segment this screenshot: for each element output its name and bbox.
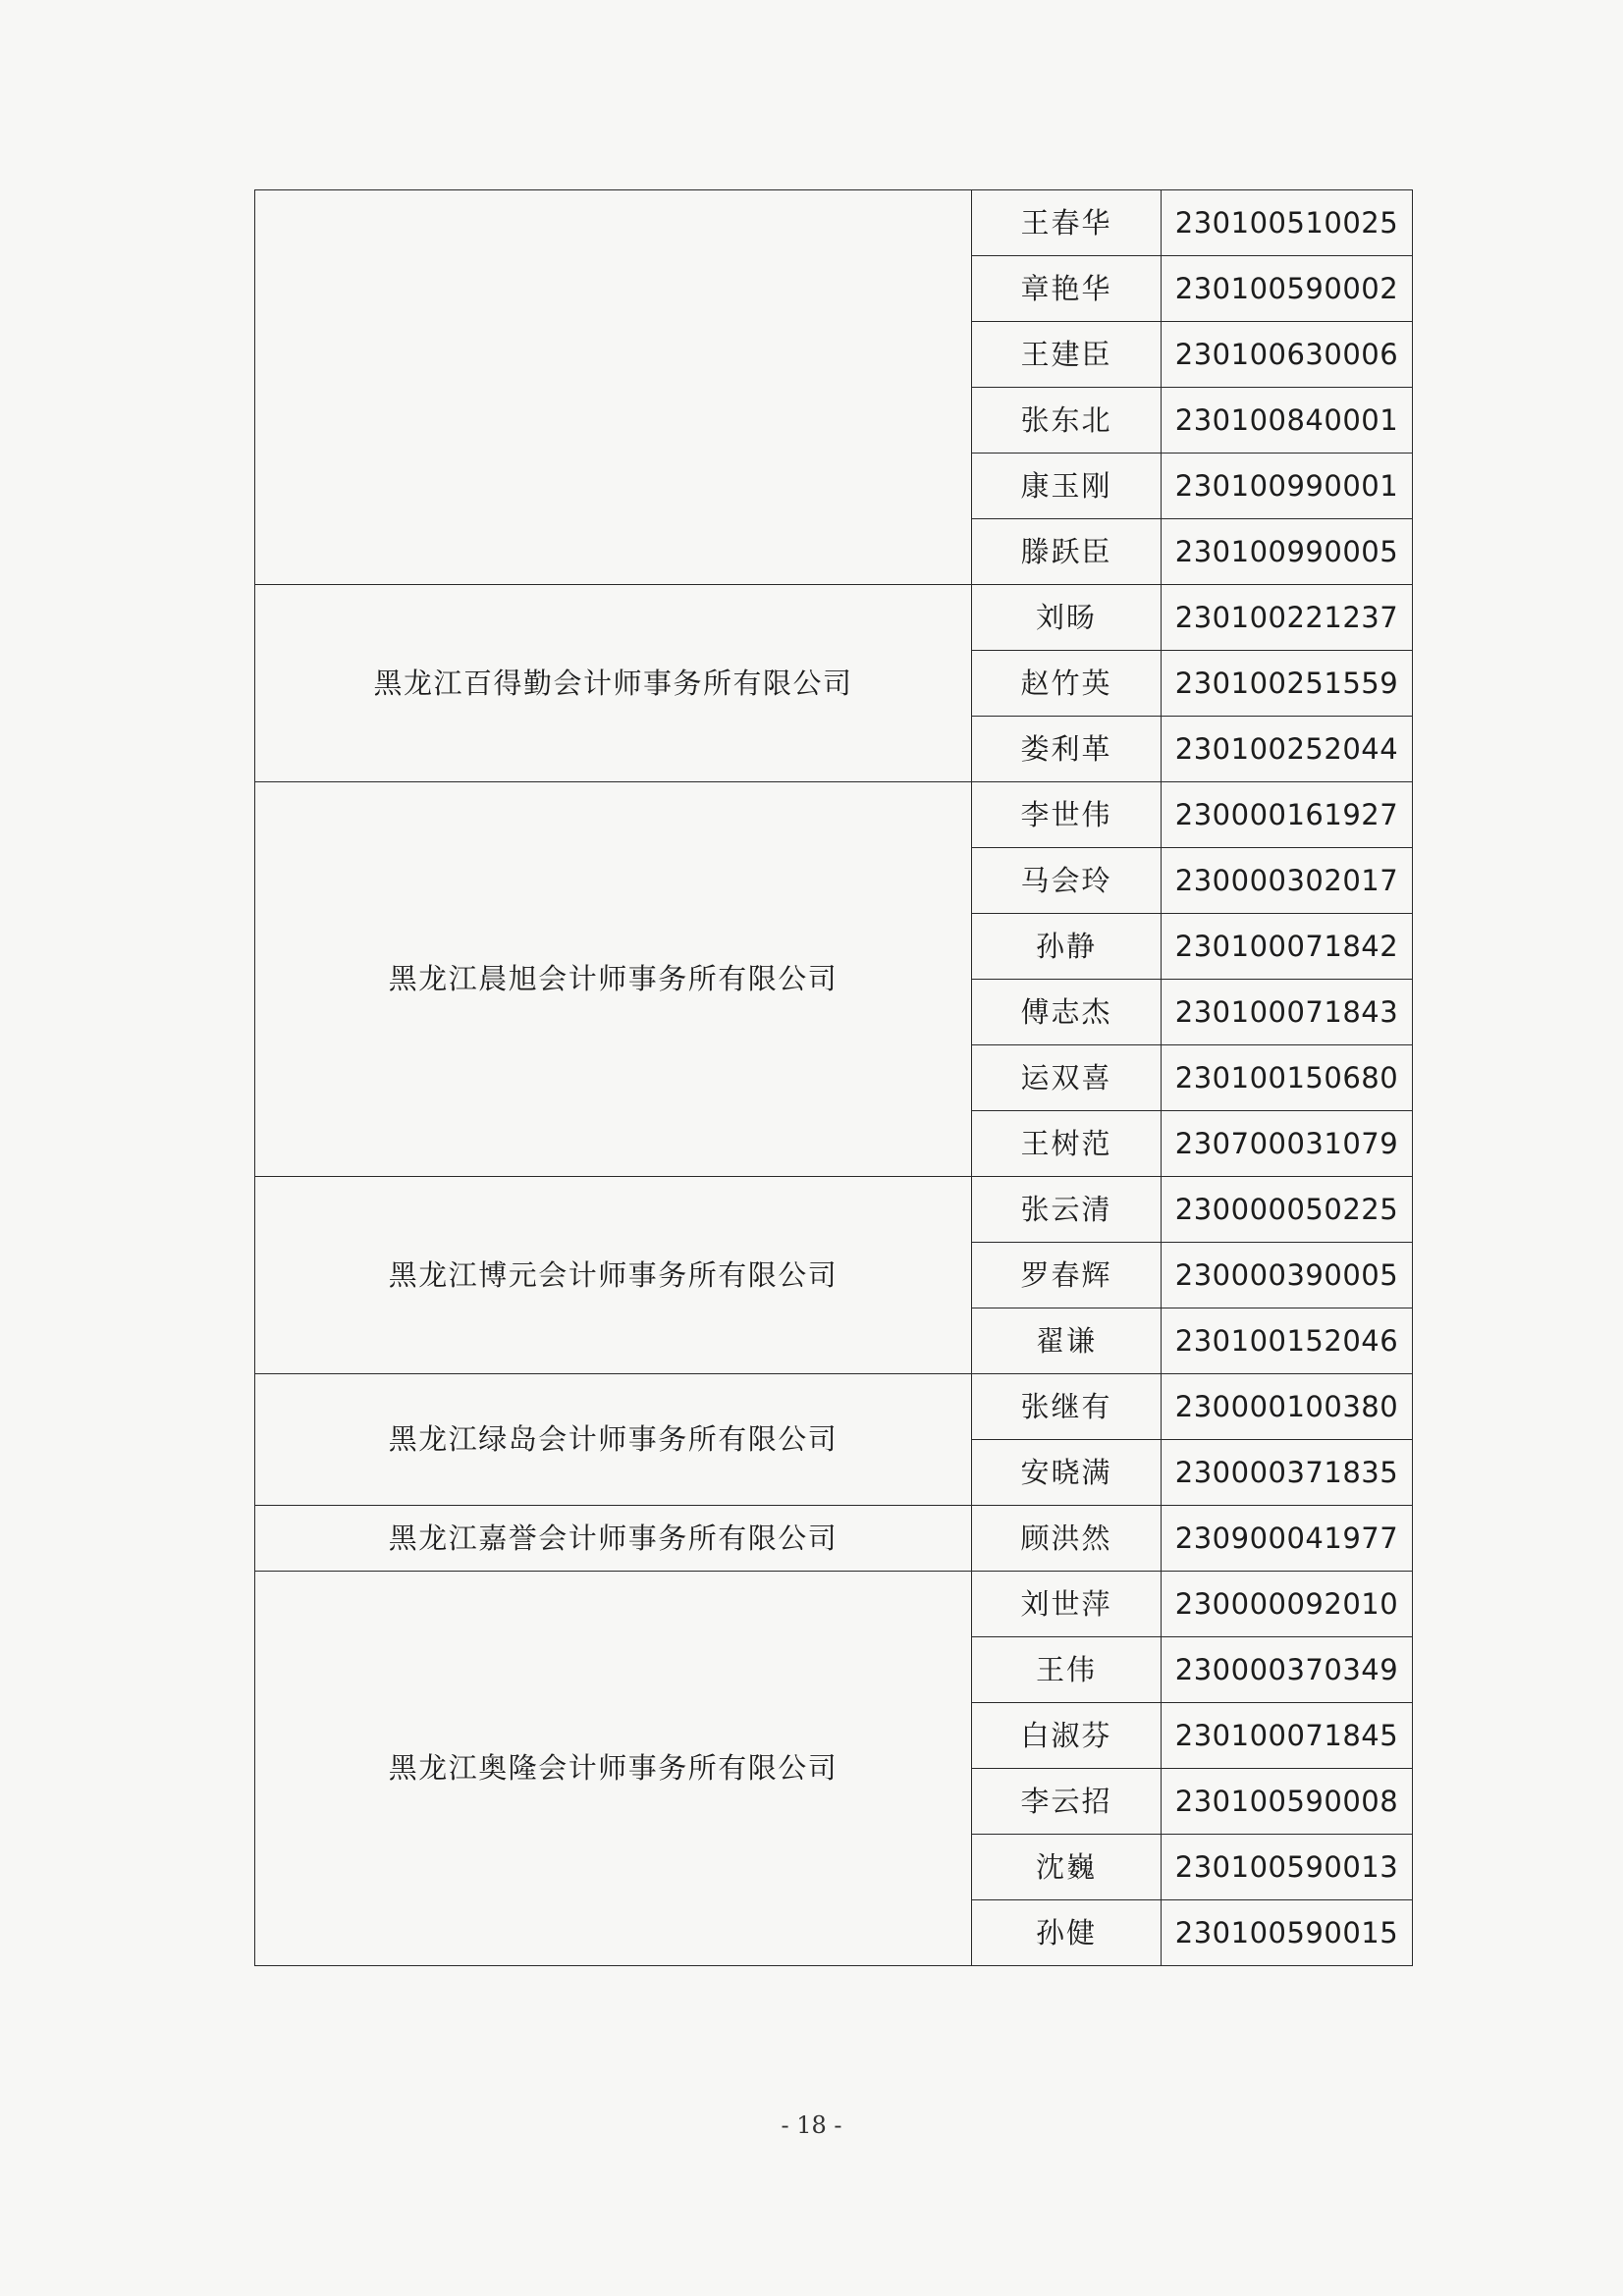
cpa-name-cell: 滕跃臣 (972, 519, 1162, 585)
cpa-name-cell: 王伟 (972, 1637, 1162, 1703)
firm-name-cell: 黑龙江博元会计师事务所有限公司 (255, 1177, 972, 1374)
cpa-certificate-number-cell: 230100071842 (1162, 914, 1413, 980)
page-number: - 18 - (781, 2111, 842, 2139)
cpa-name-cell: 马会玲 (972, 848, 1162, 914)
cpa-name-cell: 沈巍 (972, 1835, 1162, 1900)
cpa-certificate-number-cell: 230000050225 (1162, 1177, 1413, 1243)
cpa-roster-table (254, 189, 1413, 1966)
cpa-name-cell: 刘旸 (972, 585, 1162, 651)
cpa-certificate-number-cell: 230100251559 (1162, 651, 1413, 717)
firm-name-cell: 黑龙江晨旭会计师事务所有限公司 (255, 782, 972, 1177)
cpa-certificate-number-cell: 230100510025 (1162, 190, 1413, 256)
firm-name-cell: 黑龙江百得勤会计师事务所有限公司 (255, 585, 972, 782)
cpa-certificate-number-cell: 230900041977 (1162, 1506, 1413, 1572)
cpa-name-cell: 孙健 (972, 1900, 1162, 1966)
cpa-certificate-number-cell: 230100590013 (1162, 1835, 1413, 1900)
cpa-certificate-number-cell: 230100252044 (1162, 717, 1413, 782)
cpa-certificate-number-cell: 230100840001 (1162, 388, 1413, 454)
cpa-certificate-number-cell: 230100630006 (1162, 322, 1413, 388)
cpa-certificate-number-cell: 230000371835 (1162, 1440, 1413, 1506)
cpa-certificate-number-cell: 230100071845 (1162, 1703, 1413, 1769)
table-row (255, 1374, 1413, 1440)
cpa-name-cell: 李云招 (972, 1769, 1162, 1835)
cpa-name-cell: 白淑芬 (972, 1703, 1162, 1769)
cpa-name-cell: 罗春辉 (972, 1243, 1162, 1308)
cpa-certificate-number-cell: 230000161927 (1162, 782, 1413, 848)
cpa-certificate-number-cell: 230100990005 (1162, 519, 1413, 585)
cpa-roster-body (255, 190, 1413, 1966)
cpa-certificate-number-cell: 230100990001 (1162, 454, 1413, 519)
firm-name-cell: 黑龙江嘉誉会计师事务所有限公司 (255, 1506, 972, 1572)
cpa-certificate-number-cell: 230100071843 (1162, 980, 1413, 1045)
cpa-name-cell: 赵竹英 (972, 651, 1162, 717)
cpa-certificate-number-cell: 230000390005 (1162, 1243, 1413, 1308)
table-row (255, 782, 1413, 848)
cpa-name-cell: 顾洪然 (972, 1506, 1162, 1572)
cpa-name-cell: 王树范 (972, 1111, 1162, 1177)
cpa-name-cell: 运双喜 (972, 1045, 1162, 1111)
cpa-certificate-number-cell: 230000100380 (1162, 1374, 1413, 1440)
cpa-name-cell: 刘世萍 (972, 1572, 1162, 1637)
cpa-certificate-number-cell: 230000302017 (1162, 848, 1413, 914)
cpa-certificate-number-cell: 230700031079 (1162, 1111, 1413, 1177)
cpa-certificate-number-cell: 230100590008 (1162, 1769, 1413, 1835)
cpa-certificate-number-cell: 230000370349 (1162, 1637, 1413, 1703)
cpa-name-cell: 张继有 (972, 1374, 1162, 1440)
table-row (255, 1572, 1413, 1637)
table-row (255, 1177, 1413, 1243)
cpa-certificate-number-cell: 230100590015 (1162, 1900, 1413, 1966)
cpa-name-cell: 安晓满 (972, 1440, 1162, 1506)
cpa-name-cell: 翟谦 (972, 1308, 1162, 1374)
firm-name-cell (255, 190, 972, 585)
cpa-name-cell: 王春华 (972, 190, 1162, 256)
cpa-name-cell: 章艳华 (972, 256, 1162, 322)
cpa-name-cell: 娄利革 (972, 717, 1162, 782)
table-row (255, 190, 1413, 256)
firm-name-cell: 黑龙江奥隆会计师事务所有限公司 (255, 1572, 972, 1966)
firm-name-cell: 黑龙江绿岛会计师事务所有限公司 (255, 1374, 972, 1506)
cpa-name-cell: 王建臣 (972, 322, 1162, 388)
cpa-certificate-number-cell: 230100590002 (1162, 256, 1413, 322)
cpa-name-cell: 孙静 (972, 914, 1162, 980)
cpa-certificate-number-cell: 230100221237 (1162, 585, 1413, 651)
cpa-name-cell: 康玉刚 (972, 454, 1162, 519)
cpa-certificate-number-cell: 230100152046 (1162, 1308, 1413, 1374)
cpa-name-cell: 李世伟 (972, 782, 1162, 848)
cpa-name-cell: 张云清 (972, 1177, 1162, 1243)
cpa-name-cell: 傅志杰 (972, 980, 1162, 1045)
cpa-certificate-number-cell: 230100150680 (1162, 1045, 1413, 1111)
table-row (255, 1506, 1413, 1572)
table-row (255, 585, 1413, 651)
cpa-certificate-number-cell: 230000092010 (1162, 1572, 1413, 1637)
cpa-name-cell: 张东北 (972, 388, 1162, 454)
